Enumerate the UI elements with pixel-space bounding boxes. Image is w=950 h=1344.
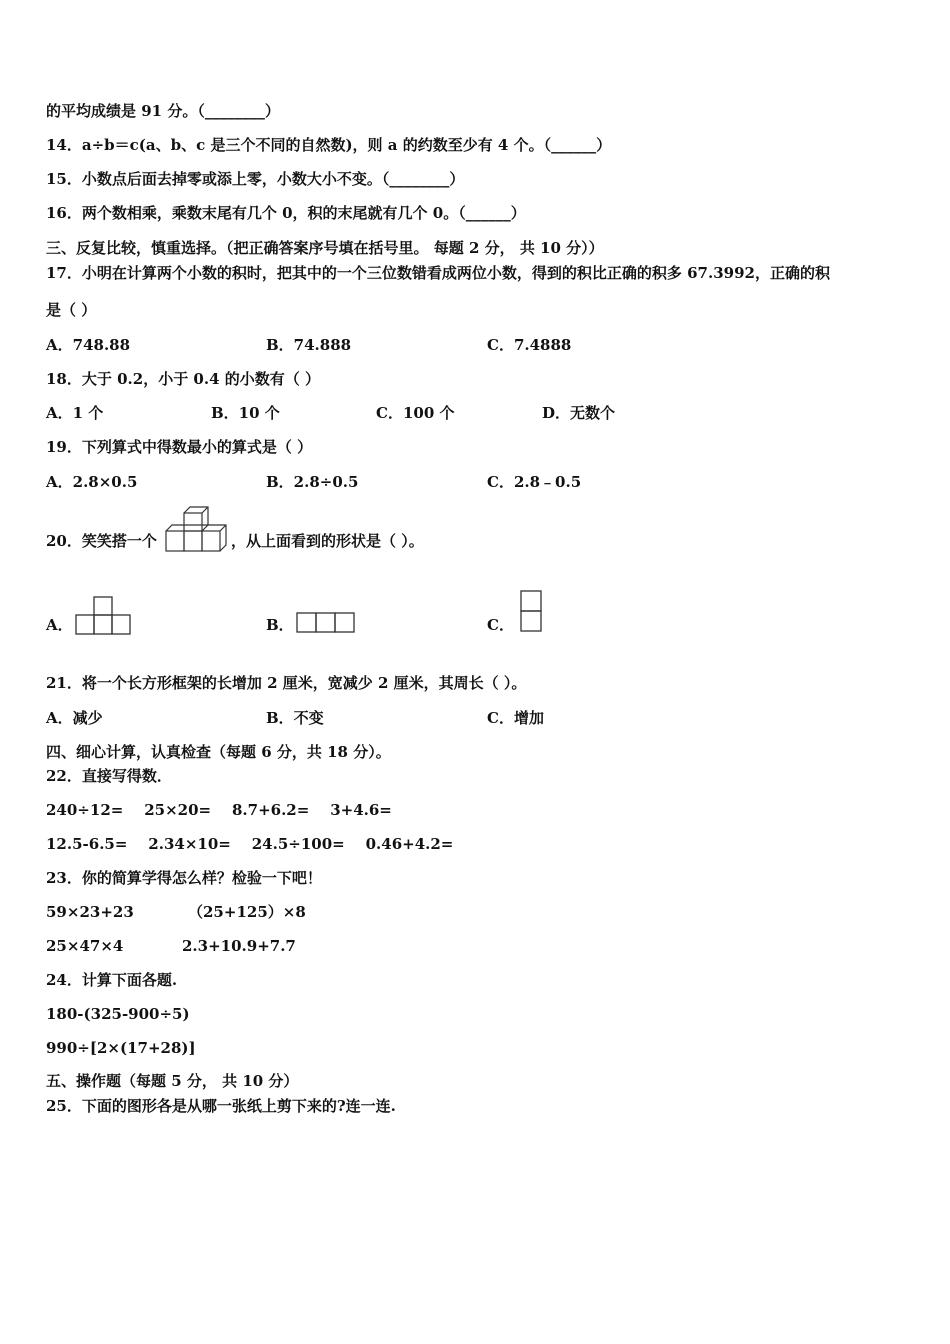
q20-option-c-shape[interactable] <box>518 589 544 635</box>
q23-expr-4: 2.3+10.9+7.7 <box>182 937 296 955</box>
q20-prefix: 20．笑笑搭一个 <box>46 532 157 550</box>
q23-expr-1: 59×23+23 <box>46 903 134 921</box>
q17-option-c[interactable]: C．7.4888 <box>487 336 572 354</box>
q24-expr-1: 180-(325-900÷5) <box>46 1005 190 1023</box>
section5-title: 五、操作题（每题 5 分， 共 10 分） <box>46 1072 299 1090</box>
q23-expr-2: （25+125）×8 <box>188 903 306 921</box>
q21-text: 21．将一个长方形框架的长增加 2 厘米，宽减少 2 厘米，其周长（ ）。 <box>46 674 527 692</box>
q19-text: 19．下列算式中得数最小的算式是（ ） <box>46 438 313 456</box>
cube-stack-figure <box>164 505 228 553</box>
q19-option-c[interactable]: C．2.8﹣0.5 <box>487 473 582 491</box>
q21-option-b[interactable]: B．不变 <box>266 709 324 727</box>
q20-option-b[interactable]: B． <box>266 616 294 634</box>
q20-option-c[interactable]: C． <box>487 616 514 634</box>
q20-suffix: ，从上面看到的形状是（ ）。 <box>231 532 424 550</box>
q21-option-a[interactable]: A．减少 <box>46 709 103 727</box>
q19-option-a[interactable]: A．2.8×0.5 <box>46 473 138 491</box>
q23-expr-3: 25×47×4 <box>46 937 124 955</box>
q25-text: 25．下面的图形各是从哪一张纸上剪下来的?连一连. <box>46 1097 396 1115</box>
q21-option-c[interactable]: C．增加 <box>487 709 544 727</box>
q13-text: 的平均成绩是 91 分。（________） <box>46 102 280 120</box>
q15-text: 15．小数点后面去掉零或添上零，小数大小不变。（________） <box>46 170 465 188</box>
q24-text: 24．计算下面各题. <box>46 971 178 989</box>
q18-option-b[interactable]: B．10 个 <box>211 404 280 422</box>
section4-title: 四、细心计算，认真检查（每题 6 分，共 18 分）。 <box>46 743 391 761</box>
q19-option-b[interactable]: B．2.8÷0.5 <box>266 473 359 491</box>
q17-option-a[interactable]: A．748.88 <box>46 336 131 354</box>
q18-option-a[interactable]: A．1 个 <box>46 404 104 422</box>
q16-text: 16．两个数相乘，乘数末尾有几个 0，积的末尾就有几个 0。（______） <box>46 204 526 222</box>
q14-text: 14．a÷b＝c(a、b、c 是三个不同的自然数)，则 a 的约数至少有 4 个。（______） <box>46 136 612 154</box>
q18-text: 18．大于 0.2，小于 0.4 的小数有（ ） <box>46 370 320 388</box>
q20-option-a-shape[interactable] <box>75 596 133 636</box>
q22-row2: 12.5-6.5= 2.34×10= 24.5÷100= 0.46+4.2= <box>46 835 454 853</box>
q24-expr-2: 990÷[2×(17+28)] <box>46 1039 196 1057</box>
q18-option-c[interactable]: C．100 个 <box>376 404 455 422</box>
q22-text: 22．直接写得数． <box>46 767 172 785</box>
q17-line2: 是（ ） <box>46 301 97 319</box>
q18-option-d[interactable]: D．无数个 <box>542 404 616 422</box>
q20-option-a[interactable]: A． <box>46 616 73 634</box>
q20-option-b-shape[interactable] <box>296 611 358 635</box>
q17-option-b[interactable]: B．74.888 <box>266 336 352 354</box>
q22-row1: 240÷12= 25×20= 8.7+6.2= 3+4.6= <box>46 801 392 819</box>
q23-text: 23．你的简算学得怎么样？检验一下吧！ <box>46 869 322 887</box>
section3-title: 三、反复比较，慎重选择。（把正确答案序号填在括号里。 每题 2 分， 共 10 分）） <box>46 239 604 257</box>
q17-line1: 17．小明在计算两个小数的积时，把其中的一个三位数错看成两位小数，得到的积比正确的积多 67.3992，正确的积 <box>46 264 830 282</box>
